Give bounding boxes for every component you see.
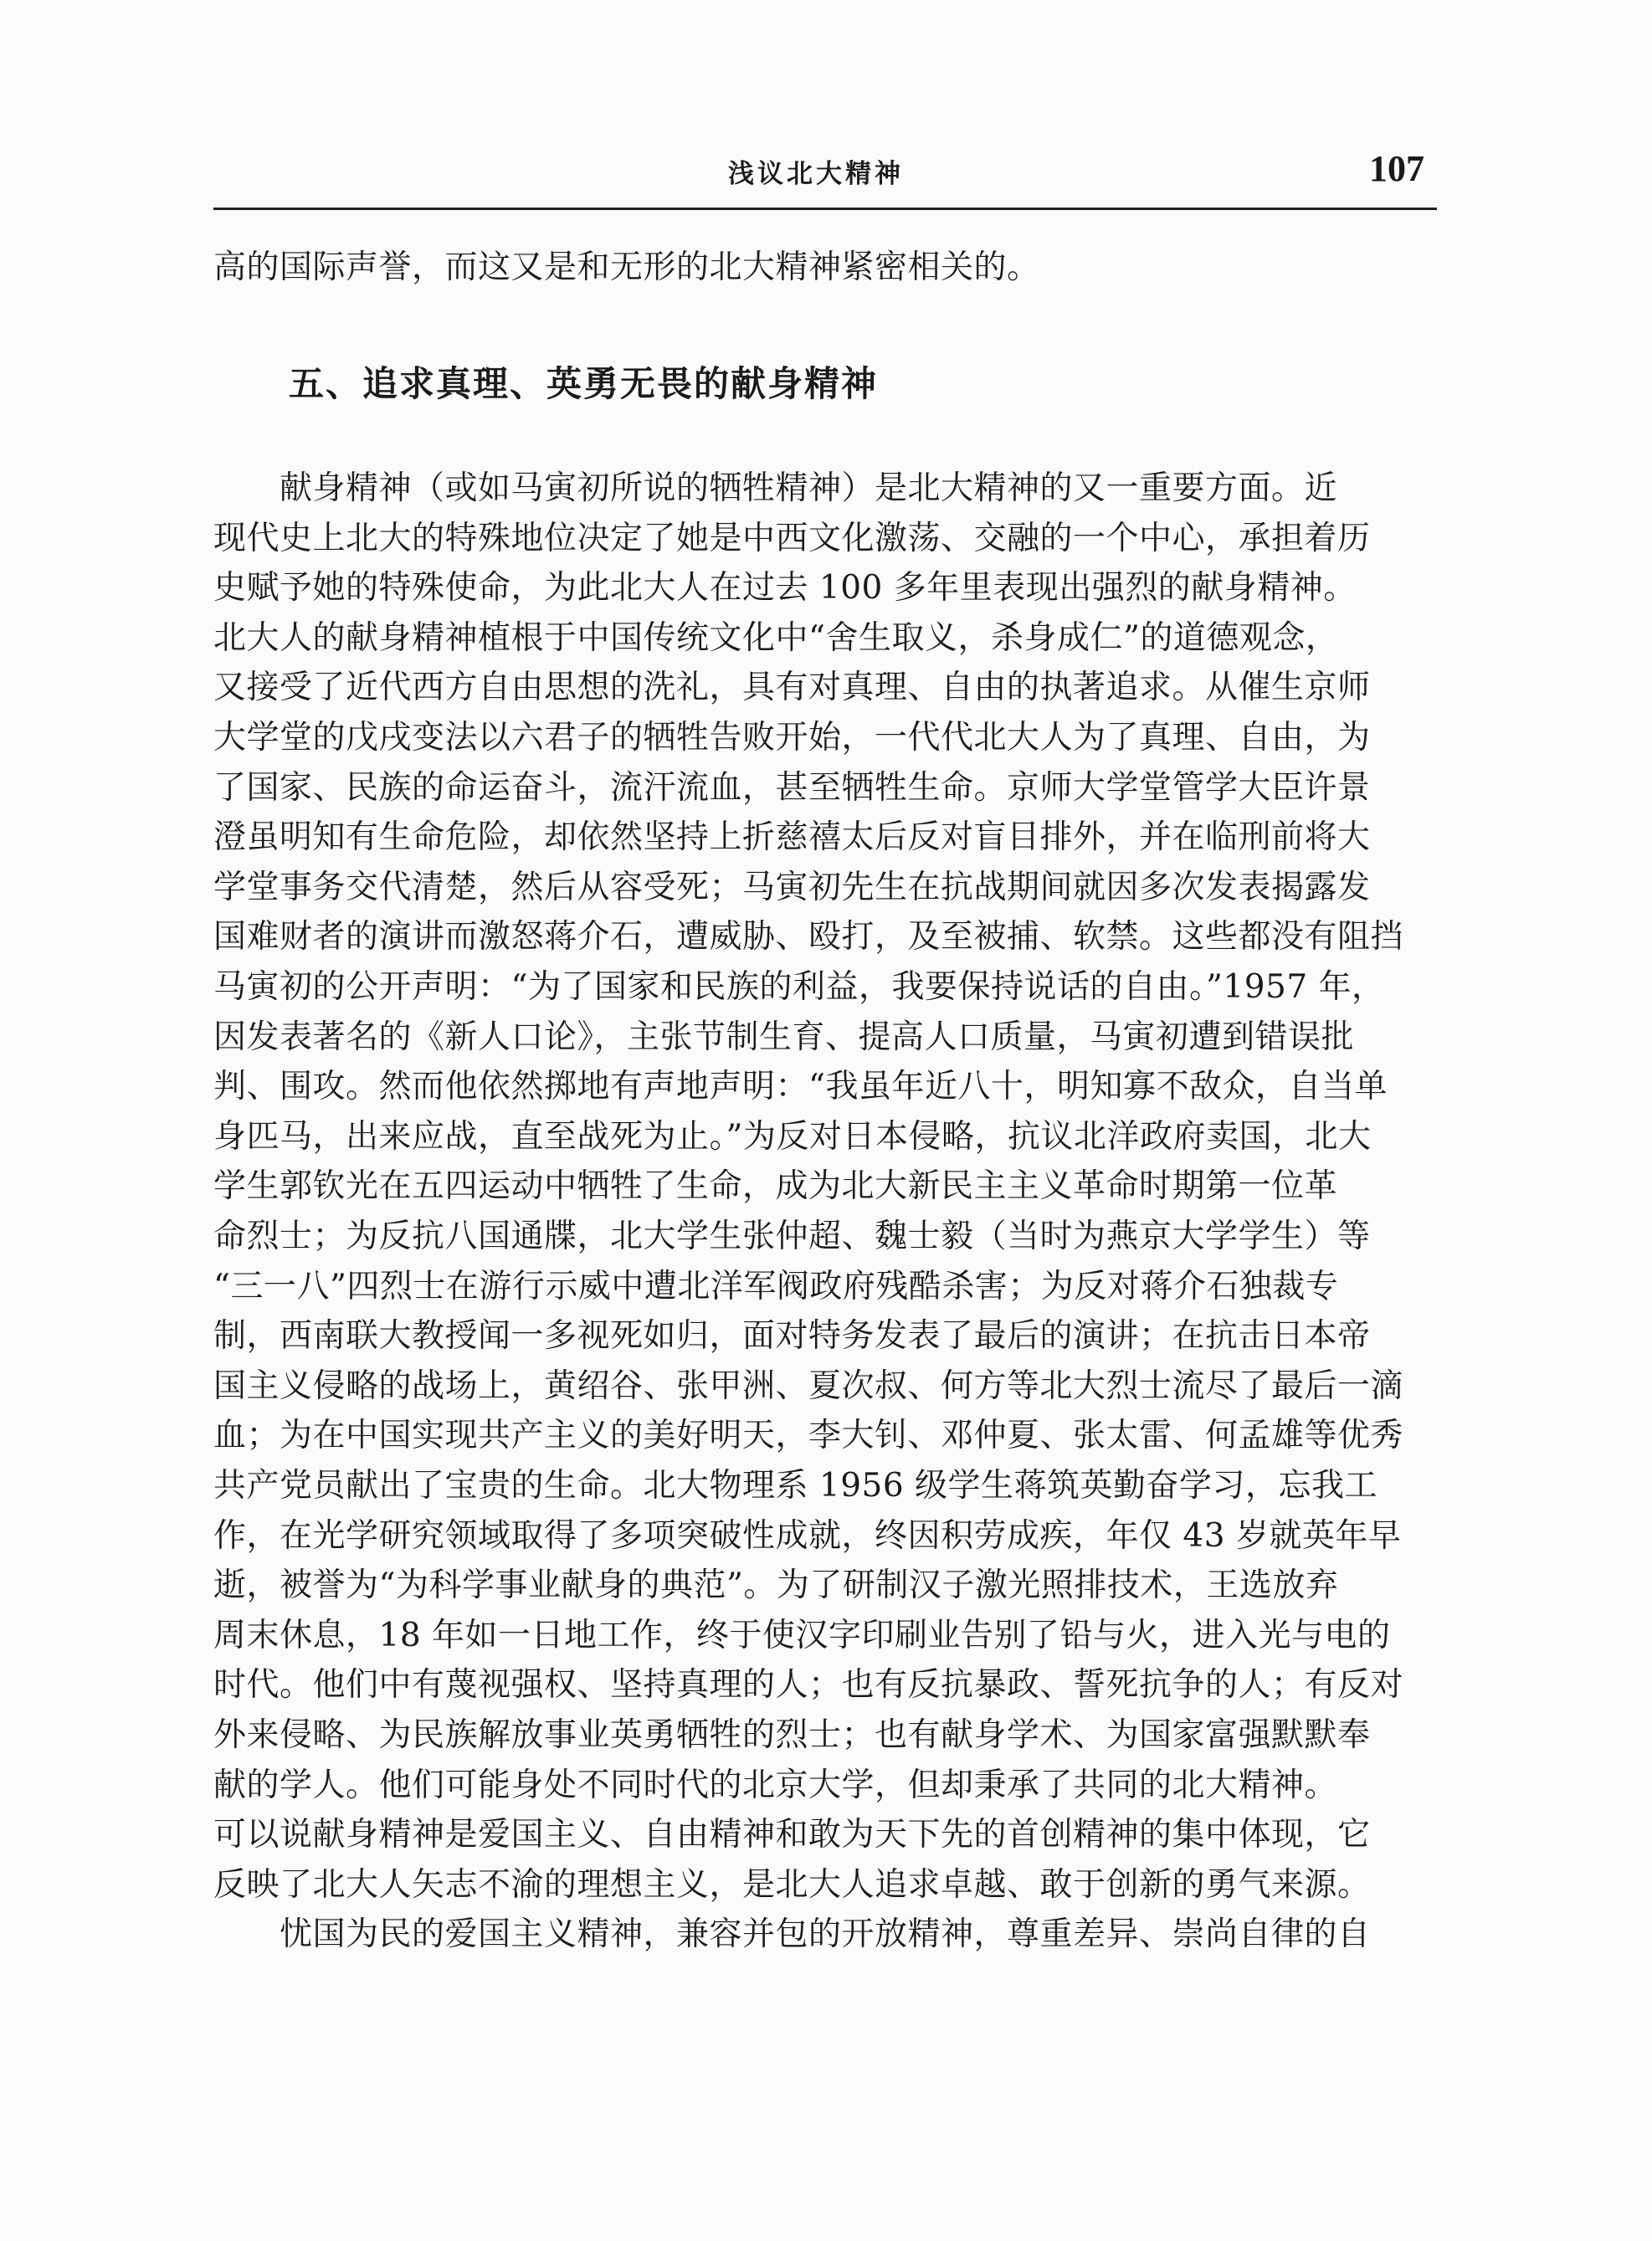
text-line: 时代。他们中有蔑视强权、坚持真理的人；也有反抗暴政、誓死抗争的人；有反对	[213, 1666, 1404, 1704]
text-line: 命烈士；为反抗八国通牒，北大学生张仲超、魏士毅（当时为燕京大学学生）等	[213, 1218, 1371, 1255]
running-header-title: 浅议北大精神	[728, 159, 904, 189]
text-line: 周末休息，18 年如一日地工作，终于使汉字印刷业告别了铅与火，进入光与电的	[213, 1617, 1391, 1654]
text-line: 北大人的献身精神植根于中国传统文化中“舍生取义，杀身成仁”的道德观念，	[213, 619, 1339, 657]
section-heading: 五、追求真理、英勇无畏的献身精神	[289, 363, 879, 404]
text-line: 献身精神（或如马寅初所说的牺牲精神）是北大精神的又一重要方面。近	[213, 469, 1338, 507]
text-line: 学生郭钦光在五四运动中牺牲了生命，成为北大新民主主义革命时期第一位革	[213, 1167, 1338, 1205]
text-line: 血；为在中国实现共产主义的美好明天，李大钊、邓仲夏、张太雷、何孟雄等优秀	[213, 1417, 1404, 1454]
text-line: 澄虽明知有生命危险，却依然坚持上折慈禧太后反对盲目排外，并在临刑前将大	[213, 818, 1371, 856]
header-rule	[213, 208, 1437, 210]
text-line: 马寅初的公开声明：“为了国家和民族的利益，我要保持说话的自由。”1957 年，	[213, 968, 1385, 1006]
text-line: 制，西南联大教授闻一多视死如归，面对特务发表了最后的演讲；在抗击日本帝	[213, 1317, 1371, 1355]
text-line: 身匹马，出来应战，直至战死为止。”为反对日本侵略，抗议北洋政府卖国，北大	[213, 1118, 1372, 1156]
text-line: “三一八”四烈士在游行示威中遭北洋军阀政府残酷杀害；为反对蒋介石独裁专	[213, 1268, 1339, 1305]
text-line: 判、围攻。然而他依然掷地有声地声明：“我虽年近八十，明知寡不敌众，自当单	[213, 1068, 1388, 1105]
text-line: 国难财者的演讲而激怒蒋介石，遭威胁、殴打，及至被捕、软禁。这些都没有阻挡	[213, 918, 1404, 956]
text-line: 现代史上北大的特殊地位决定了她是中西文化激荡、交融的一个中心，承担着历	[213, 520, 1371, 557]
text-line: 献的学人。他们可能身处不同时代的北京大学，但却秉承了共同的北大精神。	[213, 1767, 1338, 1804]
text-line: 忧国为民的爱国主义精神，兼容并包的开放精神，尊重差异、崇尚自律的自	[213, 1915, 1371, 1953]
text-line: 又接受了近代西方自由思想的洗礼，具有对真理、自由的执著追求。从催生京师	[213, 669, 1371, 706]
text-line: 史赋予她的特殊使命，为此北大人在过去 100 多年里表现出强烈的献身精神。	[213, 569, 1357, 607]
text-line: 作，在光学研究领域取得了多项突破性成就，终因积劳成疾，年仅 43 岁就英年早	[213, 1517, 1402, 1555]
text-line: 国主义侵略的战场上，黄绍谷、张甲洲、夏次叔、何方等北大烈士流尽了最后一滴	[213, 1367, 1404, 1405]
text-line: 因发表著名的《新人口论》，主张节制生育、提高人口质量，马寅初遭到错误批	[213, 1018, 1355, 1056]
text-line: 了国家、民族的命运奋斗，流汗流血，甚至牺牲生命。京师大学堂管学大臣许景	[213, 769, 1371, 807]
intro-line: 高的国际声誉，而这又是和无形的北大精神紧密相关的。	[213, 249, 1040, 286]
text-line: 共产党员献出了宝贵的生命。北大物理系 1956 级学生蒋筑英勤奋学习，忘我工	[213, 1467, 1378, 1505]
text-line: 可以说献身精神是爱国主义、自由精神和敢为天下先的首创精神的集中体现，它	[213, 1816, 1371, 1854]
text-line: 反映了北大人矢志不渝的理想主义，是北大人追求卓越、敢于创新的勇气来源。	[213, 1866, 1371, 1904]
text-line: 逝，被誉为“为科学事业献身的典范”。为了研制汉子激光照排技术，王选放弃	[213, 1567, 1339, 1604]
page-number: 107	[1369, 148, 1424, 189]
text-line: 学堂事务交代清楚，然后从容受死；马寅初先生在抗战期间就因多次发表揭露发	[213, 869, 1371, 906]
text-line: 外来侵略、为民族解放事业英勇牺牲的烈士；也有献身学术、为国家富强默默奉	[213, 1716, 1371, 1754]
text-line: 大学堂的戊戌变法以六君子的牺牲告败开始，一代代北大人为了真理、自由，为	[213, 719, 1371, 756]
